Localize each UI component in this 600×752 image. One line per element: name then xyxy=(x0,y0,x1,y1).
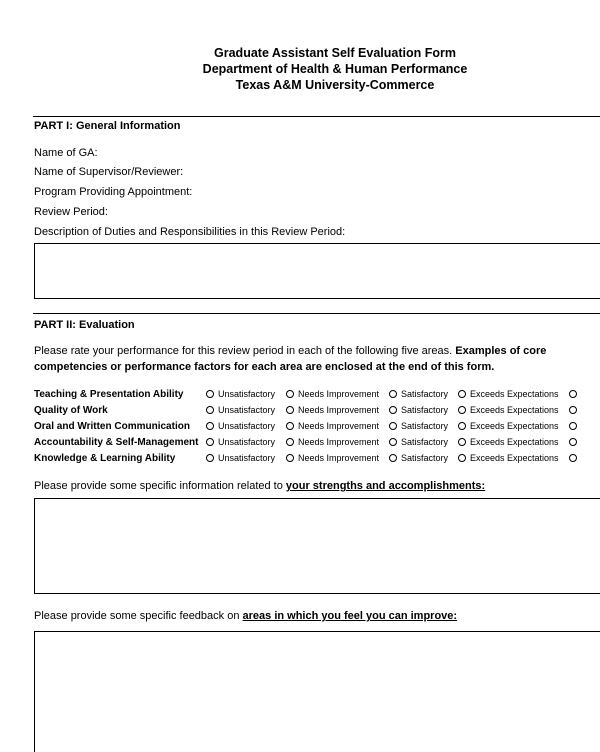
rating-option-label: Unsatisfactory xyxy=(218,453,276,463)
rating-option-label: Satisfactory xyxy=(401,437,449,447)
rating-option[interactable] xyxy=(389,437,448,447)
rating-option[interactable] xyxy=(286,421,379,431)
radio-circle-icon[interactable] xyxy=(569,406,577,414)
rating-row xyxy=(34,389,600,403)
program-label: Program Providing Appointment: xyxy=(34,186,193,198)
divider xyxy=(33,116,600,117)
rating-option-label: Needs Improvement xyxy=(298,405,380,415)
rating-instructions xyxy=(34,343,574,375)
rating-option[interactable] xyxy=(458,389,559,399)
rating-option[interactable] xyxy=(389,405,448,415)
radio-circle-icon[interactable] xyxy=(569,390,577,398)
rating-option-label: Needs Improvement xyxy=(298,453,380,463)
rating-instructions-bold: Examples of core competencies or performance factors for each area are enclosed at the end of this form. xyxy=(34,345,547,373)
rating-option-clipped[interactable] xyxy=(569,437,581,447)
rating-option-label: Exceeds Expectations xyxy=(470,453,559,463)
radio-circle-icon[interactable] xyxy=(206,390,214,398)
radio-circle-icon[interactable] xyxy=(286,438,294,446)
rating-option[interactable] xyxy=(286,405,379,415)
radio-circle-icon[interactable] xyxy=(569,454,577,462)
radio-circle-icon[interactable] xyxy=(286,422,294,430)
rating-option-label: Exceeds Expectations xyxy=(470,389,559,399)
rating-option-clipped[interactable] xyxy=(569,405,581,415)
strengths-prompt-text: Please provide some specific information related to xyxy=(34,480,286,492)
rating-option-label: Needs Improvement xyxy=(298,437,380,447)
strengths-prompt xyxy=(34,480,485,492)
rating-area-label: Knowledge & Learning Ability xyxy=(34,453,176,464)
rating-option-label: Unsatisfactory xyxy=(218,389,276,399)
part1-title: PART I: General Information xyxy=(34,120,181,132)
review-period-label: Review Period: xyxy=(34,206,108,218)
radio-circle-icon[interactable] xyxy=(286,454,294,462)
radio-circle-icon[interactable] xyxy=(389,438,397,446)
rating-option[interactable] xyxy=(206,389,275,399)
improve-prompt xyxy=(34,610,457,622)
duties-textarea[interactable] xyxy=(34,243,600,299)
name-of-ga-label: Name of GA: xyxy=(34,147,98,159)
duties-label: Description of Duties and Responsibilities in this Review Period: xyxy=(34,226,346,238)
department-name: Department of Health & Human Performance xyxy=(202,62,468,76)
radio-circle-icon[interactable] xyxy=(389,422,397,430)
rating-option[interactable] xyxy=(206,405,275,415)
rating-row xyxy=(34,405,600,419)
radio-circle-icon[interactable] xyxy=(286,390,294,398)
radio-circle-icon[interactable] xyxy=(206,406,214,414)
rating-option-label: Satisfactory xyxy=(401,453,449,463)
rating-option-label: Exceeds Expectations xyxy=(470,405,559,415)
radio-circle-icon[interactable] xyxy=(206,438,214,446)
strengths-textarea[interactable] xyxy=(34,498,600,594)
rating-option-label: Satisfactory xyxy=(401,389,449,399)
supervisor-label: Name of Supervisor/Reviewer: xyxy=(34,166,184,178)
radio-circle-icon[interactable] xyxy=(458,438,466,446)
improve-prompt-text: Please provide some specific feedback on xyxy=(34,610,243,622)
strengths-prompt-emphasis: your strengths and accomplishments: xyxy=(285,480,486,492)
rating-area-label: Quality of Work xyxy=(34,405,108,416)
rating-option-clipped[interactable] xyxy=(569,453,581,463)
radio-circle-icon[interactable] xyxy=(389,454,397,462)
rating-option-label: Needs Improvement xyxy=(298,421,380,431)
rating-option[interactable] xyxy=(458,437,559,447)
radio-circle-icon[interactable] xyxy=(458,454,466,462)
divider xyxy=(33,313,600,314)
rating-area-label: Oral and Written Communication xyxy=(34,421,190,432)
rating-option[interactable] xyxy=(389,389,448,399)
rating-area-label: Teaching & Presentation Ability xyxy=(34,389,184,400)
radio-circle-icon[interactable] xyxy=(286,406,294,414)
rating-option[interactable] xyxy=(389,453,448,463)
rating-option-label: Unsatisfactory xyxy=(218,421,276,431)
rating-row xyxy=(34,453,600,467)
rating-option-label: Satisfactory xyxy=(401,421,449,431)
radio-circle-icon[interactable] xyxy=(458,406,466,414)
rating-option[interactable] xyxy=(458,453,559,463)
part2-title: PART II: Evaluation xyxy=(34,319,135,331)
radio-circle-icon[interactable] xyxy=(206,422,214,430)
rating-option[interactable] xyxy=(286,437,379,447)
rating-option-label: Unsatisfactory xyxy=(218,405,276,415)
rating-row xyxy=(34,437,600,451)
radio-circle-icon[interactable] xyxy=(458,422,466,430)
radio-circle-icon[interactable] xyxy=(458,390,466,398)
rating-option-label: Unsatisfactory xyxy=(218,437,276,447)
improve-textarea[interactable] xyxy=(34,631,600,752)
rating-instructions-text: Please rate your performance for this review period in each of the following five areas. xyxy=(34,345,456,357)
rating-option[interactable] xyxy=(286,453,379,463)
improve-prompt-emphasis: areas in which you feel you can improve: xyxy=(242,610,458,622)
radio-circle-icon[interactable] xyxy=(569,422,577,430)
rating-option[interactable] xyxy=(206,437,275,447)
radio-circle-icon[interactable] xyxy=(389,390,397,398)
rating-option[interactable] xyxy=(458,421,559,431)
rating-option-clipped[interactable] xyxy=(569,421,581,431)
rating-option-label: Exceeds Expectations xyxy=(470,421,559,431)
form-header xyxy=(0,45,600,93)
rating-option[interactable] xyxy=(286,389,379,399)
radio-circle-icon[interactable] xyxy=(569,438,577,446)
rating-option[interactable] xyxy=(206,421,275,431)
form-title: Graduate Assistant Self Evaluation Form xyxy=(214,46,456,60)
rating-area-label: Accountability & Self-Management xyxy=(34,437,199,448)
rating-row xyxy=(34,421,600,435)
rating-option-label: Needs Improvement xyxy=(298,389,380,399)
rating-option-label: Exceeds Expectations xyxy=(470,437,559,447)
rating-option[interactable] xyxy=(458,405,559,415)
radio-circle-icon[interactable] xyxy=(389,406,397,414)
radio-circle-icon[interactable] xyxy=(206,454,214,462)
rating-option[interactable] xyxy=(389,421,448,431)
rating-option-clipped[interactable] xyxy=(569,389,581,399)
university-name: Texas A&M University-Commerce xyxy=(235,78,435,92)
rating-option-label: Satisfactory xyxy=(401,405,449,415)
rating-option[interactable] xyxy=(206,453,275,463)
